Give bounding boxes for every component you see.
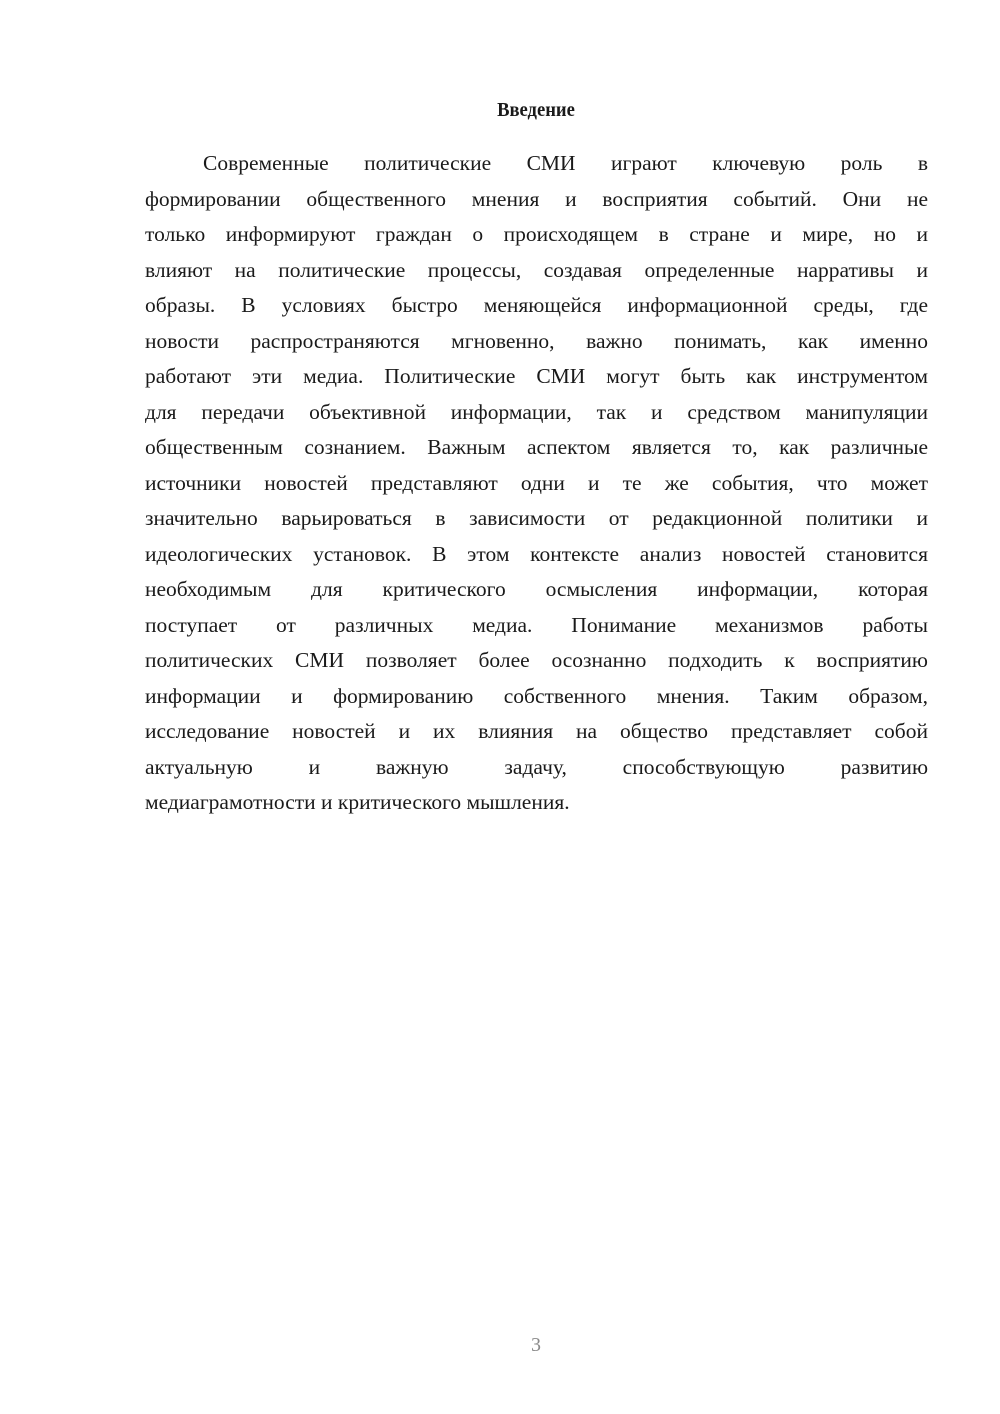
paragraph-line: источники новостей представляют одни и те же события, что может (145, 470, 928, 495)
paragraph-line: медиаграмотности и критического мышления. (145, 790, 570, 814)
paragraph-line: новости распространяются мгновенно, важно понимать, как именно (145, 328, 928, 353)
paragraph-line: влияют на политические процессы, создавая определенные нарративы и (145, 257, 928, 282)
paragraph-line: информации и формированию собственного мнения. Таким образом, (145, 683, 928, 708)
paragraph-line: образы. В условиях быстро меняющейся информационной среды, где (145, 293, 928, 317)
paragraph-line: идеологических установок. В этом контексте анализ новостей становится (145, 541, 928, 566)
introduction-paragraph (145, 146, 928, 821)
paragraph-line: необходимым для критического осмысления информации, которая (145, 577, 928, 601)
paragraph-line: исследование новостей и их влияния на общество представляет собой (145, 719, 928, 743)
paragraph-line: Современные политические СМИ играют ключевую роль в (203, 151, 928, 175)
paragraph-line: только информируют граждан о происходящем в стране и мире, но и (145, 222, 928, 246)
paragraph-line: общественным сознанием. Важным аспектом является то, как различные (145, 435, 928, 459)
paragraph-line: политических СМИ позволяет более осознанно подходить к восприятию (145, 648, 928, 672)
paragraph-line: работают эти медиа. Политические СМИ могут быть как инструментом (145, 364, 928, 388)
page-number: 3 (531, 1334, 541, 1356)
paragraph-line: значительно варьироваться в зависимости от редакционной политики и (145, 506, 928, 530)
paragraph-line: поступает от различных медиа. Понимание механизмов работы (145, 612, 928, 637)
paragraph-line: актуальную и важную задачу, способствующую развитию (145, 754, 928, 779)
paragraph-line: для передачи объективной информации, так и средством манипуляции (145, 399, 928, 424)
paragraph-line: формировании общественного мнения и восприятия событий. Они не (145, 186, 928, 211)
section-heading: Введение (497, 99, 575, 121)
